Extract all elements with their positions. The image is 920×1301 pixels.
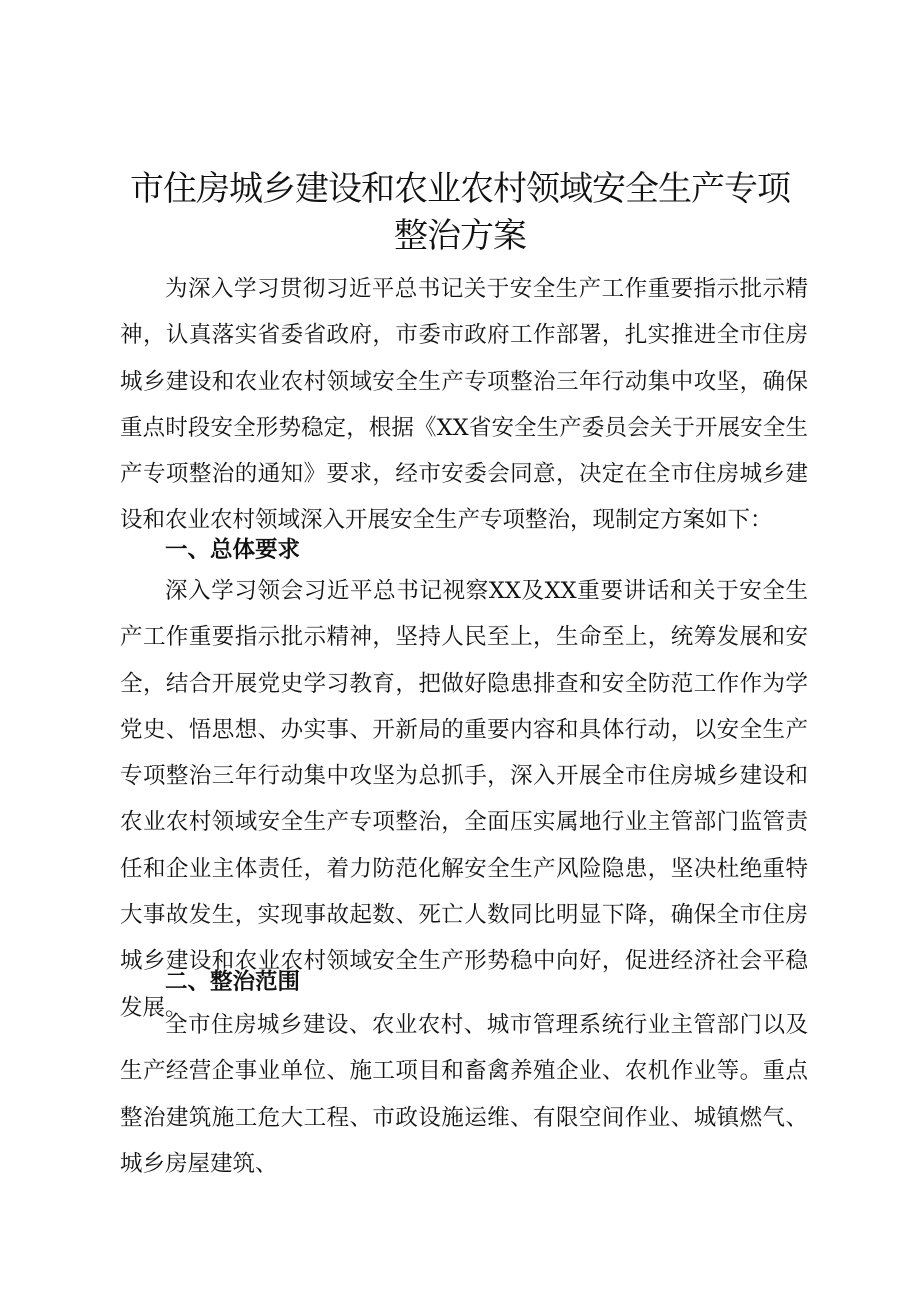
intro-paragraph: 为深入学习贯彻习近平总书记关于安全生产工作重要指示批示精神，认真落实省委省政府，市委市政府工作部署，扎实推进全市住房城乡建设和农业农村领域安全生产专项整治三年行动集中攻坚，确保重点时段安全形势稳定，根据《XX省安全生产委员会关于开展安全生产专项整治的通知》要求，经市安委会同意，决定在全市住房城乡建设和农业农村领域深入开展安全生产专项整治，现制定方案如下： [120, 276, 808, 534]
document-title-line-1: 市住房城乡建设和农业农村领域安全生产专项 [130, 169, 790, 209]
section-heading-general-requirements: 一、总体要求 [165, 537, 301, 563]
section-heading-scope: 二、整治范围 [165, 969, 301, 995]
document-title-line-2: 整治方案 [394, 216, 526, 256]
section-paragraph-general-requirements: 深入学习领会习近平总书记视察XX及XX重要讲话和关于安全生产工作重要指示批示精神，坚持人民至上，生命至上，统筹发展和安全，结合开展党史学习教育，把做好隐患排查和安全防范工作作为学党史、悟思想、办实事、开新局的重要内容和具体行动，以安全生产专项整治三年行动集中攻坚为总抓手，深入开展全市住房城乡建设和农业农村领域安全生产专项整治，全面压实属地行业主管部门监管责任和企业主体责任，着力防范化解安全生产风险隐患，坚决杜绝重特大事故发生，实现事故起数、死亡人数同比明显下降，确保全市住房城乡建设和农业农村领域安全生产形势稳中向好，促进经济社会平稳发展。 [120, 578, 808, 1021]
section-paragraph-scope: 全市住房城乡建设、农业农村、城市管理系统行业主管部门以及生产经营企事业单位、施工项目和畜禽养殖企业、农机作业等。重点整治建筑施工危大工程、市政设施运维、有限空间作业、城镇燃气、城乡房屋建筑、 [120, 1012, 808, 1177]
